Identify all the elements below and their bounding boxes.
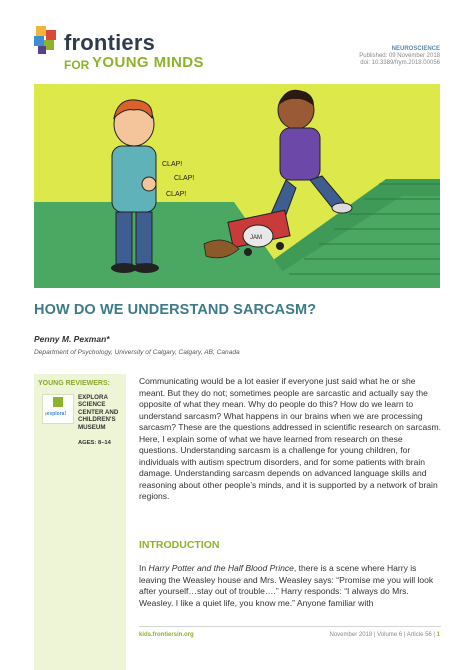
footer-sep-3: |	[433, 632, 435, 638]
explora-logo-icon	[43, 395, 73, 423]
footer-sep-1: |	[373, 632, 376, 638]
brand-name: frontiers	[64, 30, 156, 55]
doi: doi: 10.3389/frym.2018.00056	[360, 60, 440, 66]
frontiers-cube-icon	[34, 26, 60, 56]
author-mark: *	[106, 334, 110, 344]
footer-sep-2: |	[403, 632, 406, 638]
footer-site-link[interactable]: kids.frontiersin.org	[139, 632, 194, 638]
cover-illustration	[34, 84, 440, 288]
footer-article: Article 56	[406, 632, 432, 638]
footer-volume: Volume 6	[377, 632, 403, 638]
published-date: Published: 09 November 2018	[359, 53, 440, 59]
section-label: NEUROSCIENCE	[391, 46, 440, 52]
author-name: Penny M. Pexman	[34, 334, 107, 344]
jar-label: JAM	[250, 235, 262, 241]
footer-date: November 2018	[329, 632, 373, 638]
page-number: 1	[436, 632, 440, 638]
author-line	[34, 334, 110, 344]
explora-logo	[42, 394, 74, 424]
clap-text-2: CLAP!	[174, 175, 195, 182]
clap-text-3: CLAP!	[166, 191, 187, 198]
footer-divider	[139, 626, 441, 627]
intro-heading: INTRODUCTION	[139, 539, 220, 551]
brand-for: FOR	[64, 58, 90, 72]
clap-text-1: CLAP!	[162, 161, 183, 168]
affiliation: Department of Psychology, University of Calgary, Calgary, AB, Canada	[34, 349, 240, 356]
explora-logo-text: ¡explora!	[45, 411, 67, 417]
intro-prefix: In	[139, 563, 149, 573]
footer-citation	[330, 632, 440, 638]
reviewer-name: EXPLORA SCIENCE CENTER AND CHILDREN'S MUSEUM	[78, 394, 119, 431]
frontiers-logo	[34, 26, 204, 76]
article-meta	[359, 46, 440, 67]
abstract: Communicating would be a lot easier if everyone just said what he or she meant. But they do not; sometimes people are sarcastic and actually say the opposite of what they mean. Why do people do this? How do we learn to understand sarcasm? What happens in our brains when we are processing sarcasm? These are the questions addressed in scientific research on sarcasm. Here, I explain some of what we have learned from research on these questions. Understanding sarcasm is a challenge for young children, for individuals with autism spectrum disorders, and for some patients with brain damage. Understanding sarcasm depends on advanced language skills and reasoning about other people’s minds, and it is supported by a network of brain regions.	[139, 376, 441, 501]
intro-paragraph	[139, 563, 441, 609]
article-title: HOW DO WE UNDERSTAND SARCASM?	[34, 302, 317, 318]
reviewers-title: YOUNG REVIEWERS:	[38, 380, 110, 387]
reviewers-sidebar	[34, 374, 126, 670]
brand-young-minds: YOUNG MINDS	[92, 54, 204, 71]
intro-book-title: Harry Potter and the Half Blood Prince	[148, 563, 294, 573]
intro-rest: , there is a scene where Harry is leaving the Weasley house and Mrs. Weasley says: “Promise me you will look after yourself…stay out of trouble….” Harry responds: “I always do Mrs. Weasley. I like a quiet life, you know me.” Anyone familiar with	[139, 563, 434, 608]
reviewer-ages: AGES: 8–14	[78, 440, 111, 446]
